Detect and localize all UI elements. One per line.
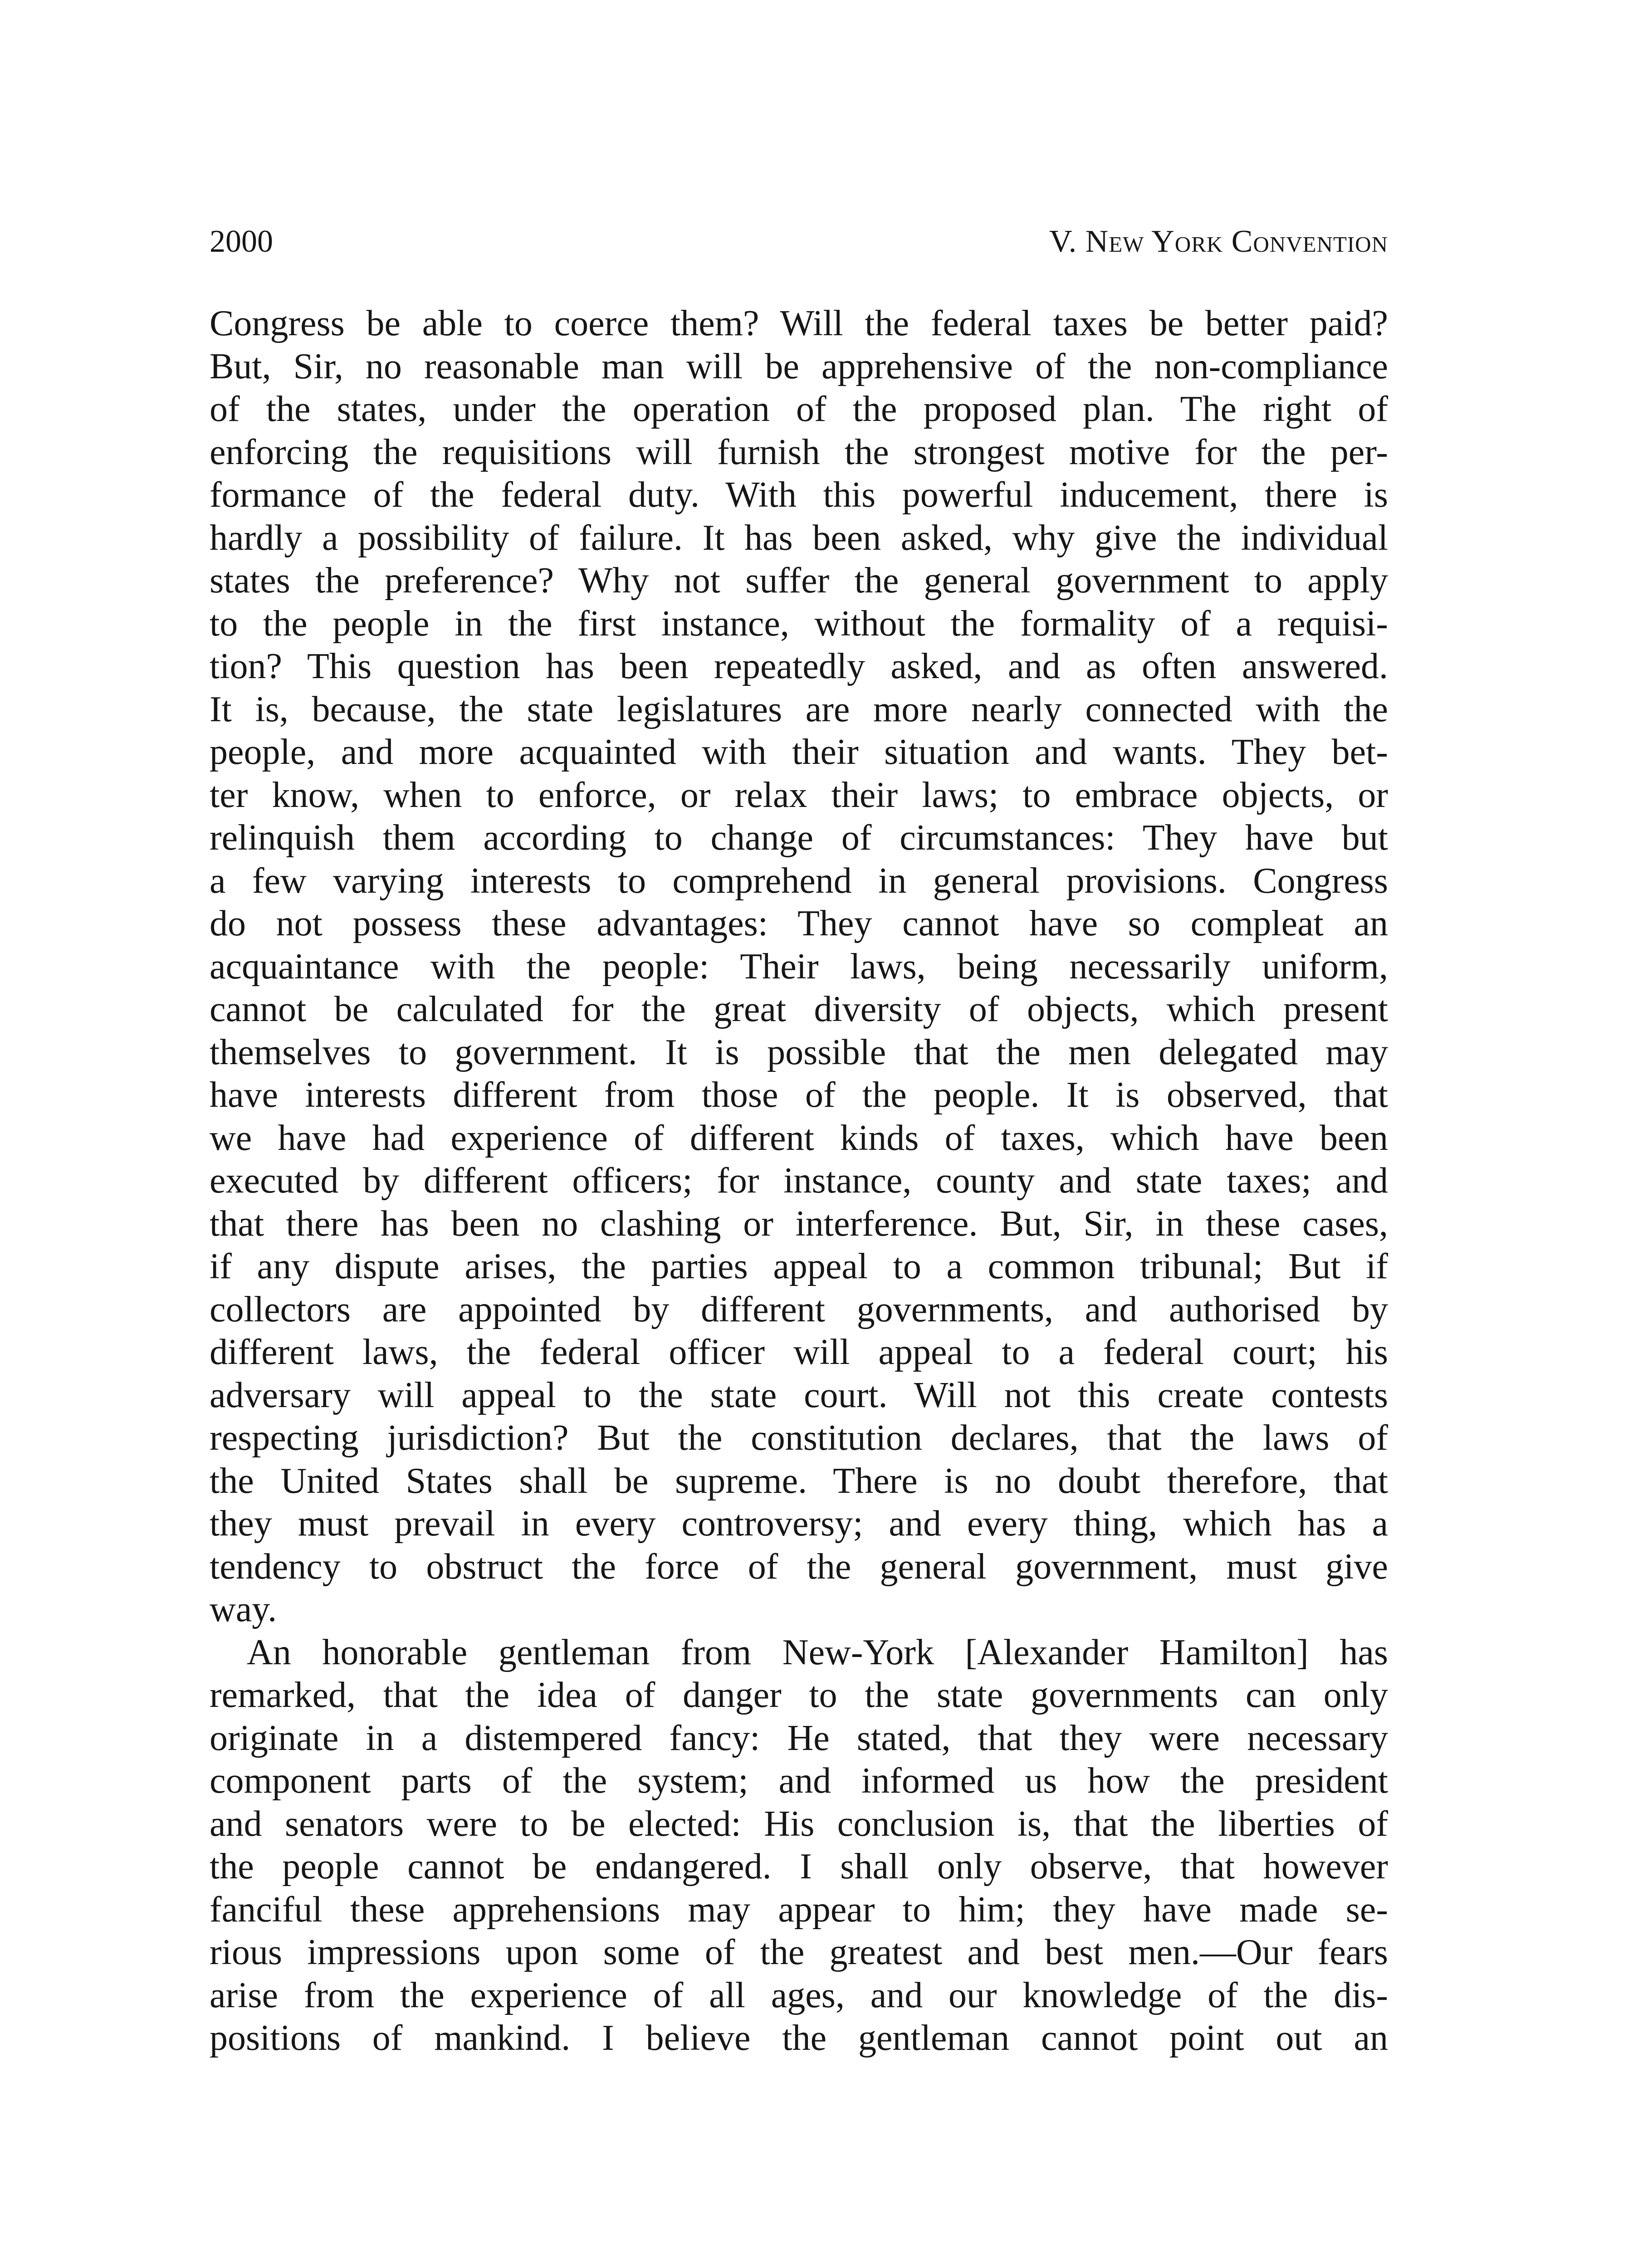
running-head	[210, 221, 1388, 262]
text-line: acquaintance with the people: Their laws, being necessarily uniform,	[210, 946, 1388, 987]
section-title: V. New York Convention	[1049, 224, 1388, 259]
body-text	[210, 302, 1388, 2060]
text-line: states the preference? Why not suffer the general government to apply	[210, 561, 1388, 601]
text-line: relinquish them according to change of circumstances: They have but	[210, 818, 1388, 858]
text-line: do not possess these advantages: They cannot have so compleat an	[210, 904, 1388, 943]
text-line: ter know, when to enforce, or relax their laws; to embrace objects, or	[210, 775, 1388, 815]
text-line: respecting jurisdiction? But the constitution declares, that the laws of	[210, 1418, 1388, 1458]
text-line: hardly a possibility of failure. It has been asked, why give the individual	[210, 518, 1388, 558]
text-line: the United States shall be supreme. There is no doubt therefore, that	[210, 1461, 1388, 1501]
text-line: people, and more acquainted with their situation and wants. They bet-	[210, 732, 1388, 772]
text-line: collectors are appointed by different governments, and authorised by	[210, 1289, 1388, 1330]
text-line: way.	[210, 1589, 277, 1629]
text-line: tendency to obstruct the force of the general government, must give	[210, 1546, 1388, 1587]
text-line: themselves to government. It is possible that the men delegated may	[210, 1032, 1388, 1072]
text-line: if any dispute arises, the parties appeal to a common tribunal; But if	[210, 1246, 1388, 1286]
text-line: that there has been no clashing or interference. But, Sir, in these cases,	[210, 1203, 1388, 1244]
text-line: An honorable gentleman from New-York [Alexander Hamilton] has	[247, 1632, 1388, 1672]
text-line: formance of the federal duty. With this powerful inducement, there is	[210, 475, 1388, 515]
text-line: cannot be calculated for the great diversity of objects, which present	[210, 989, 1388, 1029]
text-line: tion? This question has been repeatedly asked, and as often answered.	[210, 646, 1388, 686]
text-line: a few varying interests to comprehend in general provisions. Congress	[210, 860, 1388, 901]
text-line: Congress be able to coerce them? Will the federal taxes be better paid?	[210, 303, 1388, 343]
text-line: rious impressions upon some of the greatest and best men.—Our fears	[210, 1932, 1388, 1972]
text-line: have interests different from those of the people. It is observed, that	[210, 1075, 1388, 1115]
text-line: and senators were to be elected: His conclusion is, that the liberties of	[210, 1804, 1388, 1844]
text-line: to the people in the first instance, without the formality of a requisi-	[210, 603, 1388, 644]
text-line: positions of mankind. I believe the gentleman cannot point out an	[210, 2018, 1388, 2058]
text-line: It is, because, the state legislatures are more nearly connected with the	[210, 689, 1388, 729]
text-line: the people cannot be endangered. I shall only observe, that however	[210, 1847, 1388, 1887]
text-line: enforcing the requisitions will furnish the strongest motive for the per-	[210, 432, 1388, 472]
text-line: we have had experience of different kinds of taxes, which have been	[210, 1118, 1388, 1158]
text-line: originate in a distempered fancy: He stated, that they were necessary	[210, 1718, 1388, 1758]
text-line: component parts of the system; and informed us how the president	[210, 1761, 1388, 1801]
text-line: fanciful these apprehensions may appear to him; they have made se-	[210, 1889, 1388, 1930]
text-line: adversary will appeal to the state court. Will not this create contests	[210, 1375, 1388, 1415]
text-line: But, Sir, no reasonable man will be apprehensive of the non-compliance	[210, 346, 1388, 386]
text-line: different laws, the federal officer will appeal to a federal court; his	[210, 1332, 1388, 1372]
page-number: 2000	[210, 224, 273, 259]
text-line: of the states, under the operation of the proposed plan. The right of	[210, 389, 1388, 429]
text-line: executed by different officers; for instance, county and state taxes; and	[210, 1161, 1388, 1201]
text-line: remarked, that the idea of danger to the state governments can only	[210, 1675, 1388, 1715]
text-line: they must prevail in every controversy; and every thing, which has a	[210, 1504, 1388, 1544]
text-line: arise from the experience of all ages, and our knowledge of the dis-	[210, 1975, 1388, 2015]
